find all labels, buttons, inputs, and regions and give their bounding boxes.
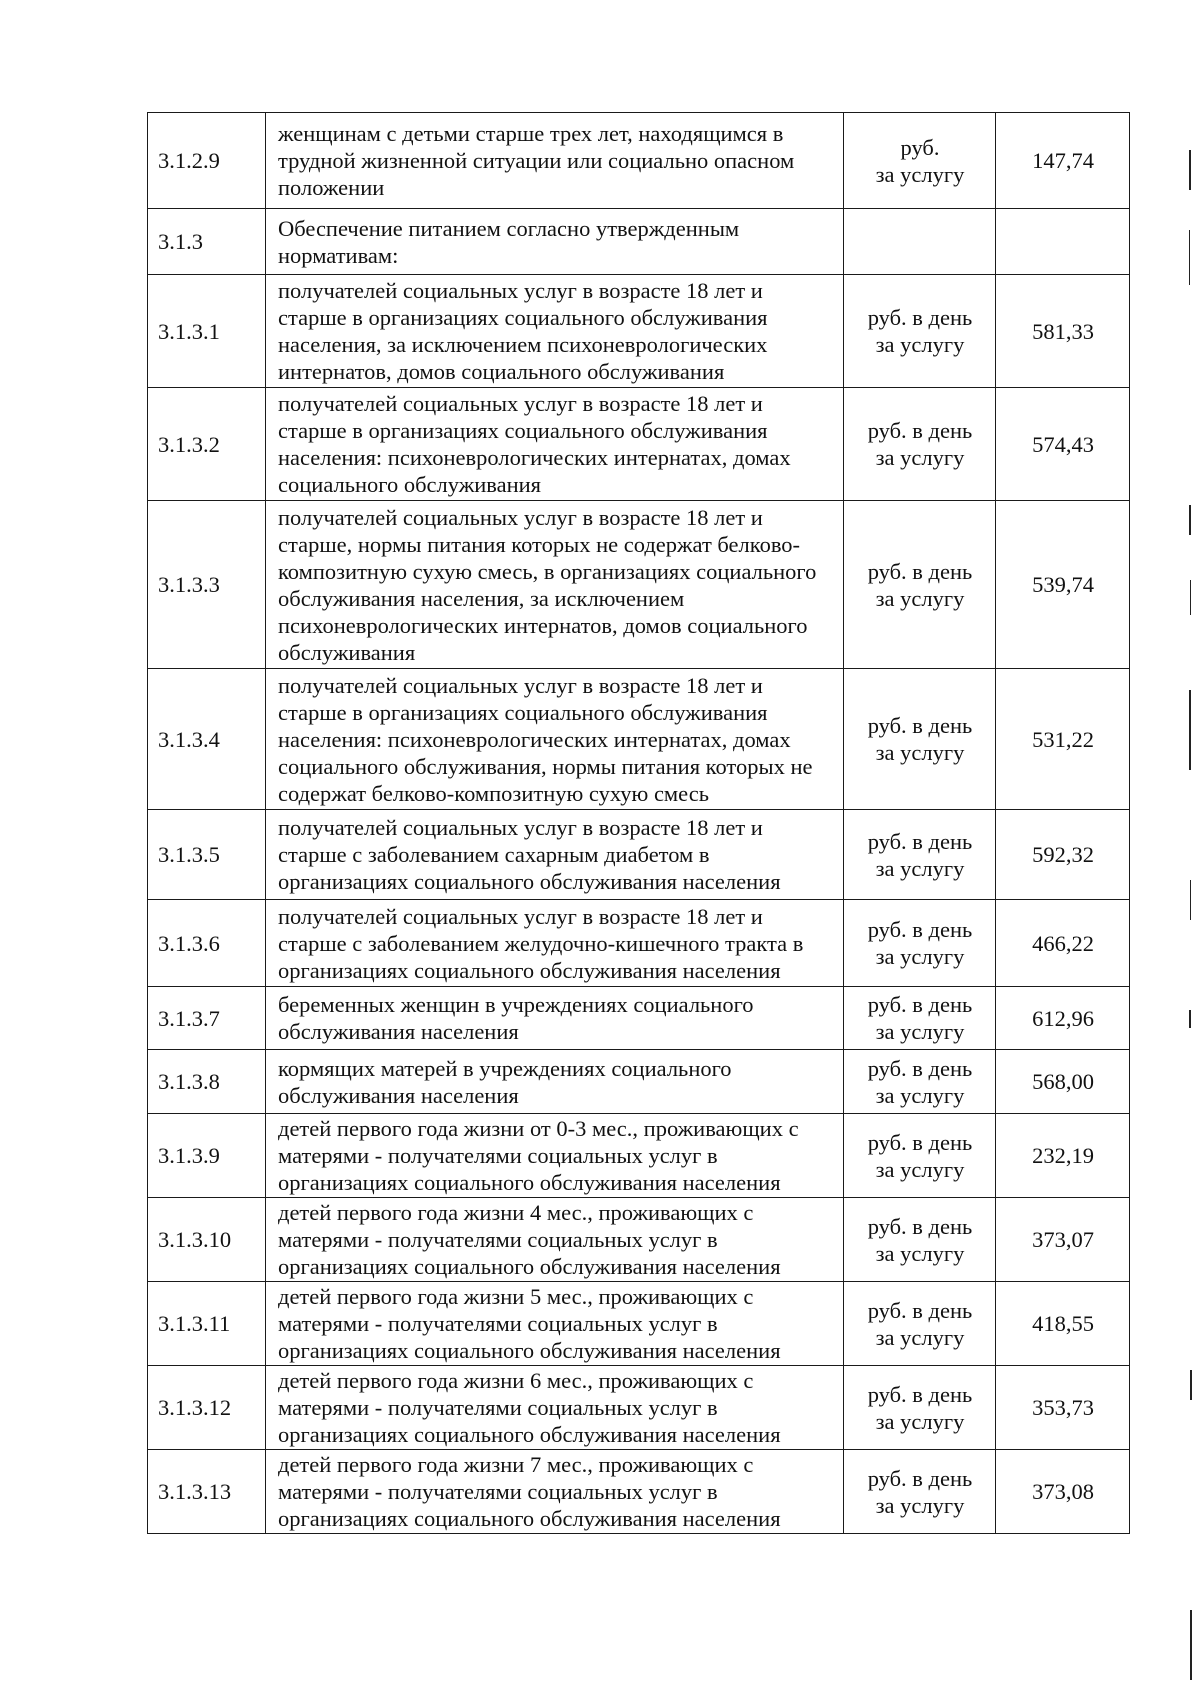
scan-edge-mark bbox=[1189, 230, 1190, 285]
row-description: беременных женщин в учреждениях социального обслуживания населения bbox=[266, 987, 844, 1050]
table-row bbox=[148, 1114, 1130, 1198]
row-price: 612,96 bbox=[996, 987, 1130, 1050]
row-unit-line1: руб. в день bbox=[867, 992, 973, 1017]
row-unit bbox=[844, 1450, 996, 1534]
row-unit bbox=[844, 1282, 996, 1366]
row-price: 568,00 bbox=[996, 1050, 1130, 1114]
row-unit bbox=[844, 1050, 996, 1114]
row-unit-line1: руб. в день bbox=[867, 1297, 973, 1323]
row-unit bbox=[844, 987, 996, 1050]
scan-edge-mark bbox=[1189, 690, 1191, 770]
table-row bbox=[148, 810, 1130, 900]
row-code: 3.1.3.8 bbox=[148, 1050, 266, 1114]
row-description: детей первого года жизни 7 мес., проживающих с матерями - получателями социальных услуг в организациях социального обслуживания населения bbox=[266, 1450, 844, 1534]
row-code: 3.1.3.10 bbox=[148, 1198, 266, 1282]
row-unit-line1: руб. в день bbox=[867, 1381, 973, 1407]
row-unit-line1: руб. в день bbox=[867, 828, 973, 854]
row-description: получателей социальных услуг в возрасте 18 лет и старше в организациях социального обслуживания населения: психоневрологических интернатах, домах социального обслуживания bbox=[266, 388, 844, 501]
row-unit-line2: за услугу bbox=[875, 740, 965, 765]
row-unit-line1: руб. в день bbox=[867, 305, 973, 330]
row-description: получателей социальных услуг в возрасте 18 лет и старше, нормы питания которых не содержат белково-композитную сухую смесь, в организациях социального обслуживания населения, за исключением психоневрологических интернатов, домов социального обслуживания bbox=[266, 501, 844, 669]
row-unit-line1: руб. в день bbox=[867, 713, 973, 738]
row-description: детей первого года жизни от 0-3 мес., проживающих с матерями - получателями социальных услуг в организациях социального обслуживания населения bbox=[266, 1114, 844, 1198]
table-row bbox=[148, 275, 1130, 388]
row-code: 3.1.3.12 bbox=[148, 1366, 266, 1450]
row-description: получателей социальных услуг в возрасте 18 лет и старше с заболеванием желудочно-кишечного тракта в организациях социального обслуживания населения bbox=[266, 900, 844, 987]
row-price: 147,74 bbox=[996, 113, 1130, 209]
table-row bbox=[148, 113, 1130, 209]
row-unit bbox=[844, 209, 996, 275]
row-unit-line1: руб. в день bbox=[867, 1213, 973, 1239]
row-price: 373,08 bbox=[996, 1450, 1130, 1534]
row-code: 3.1.3.9 bbox=[148, 1114, 266, 1198]
row-unit-line2: за услугу bbox=[875, 445, 965, 470]
row-description: детей первого года жизни 6 мес., проживающих с матерями - получателями социальных услуг в организациях социального обслуживания населения bbox=[266, 1366, 844, 1450]
table-row bbox=[148, 1282, 1130, 1366]
row-unit-line1: руб. в день bbox=[867, 1129, 973, 1155]
row-unit bbox=[844, 1114, 996, 1198]
row-price: 466,22 bbox=[996, 900, 1130, 987]
row-unit-line2: за услугу bbox=[875, 1082, 965, 1108]
row-unit-line2: за услугу bbox=[875, 1019, 965, 1044]
row-price: 581,33 bbox=[996, 275, 1130, 388]
row-code: 3.1.3.4 bbox=[148, 669, 266, 810]
tariff-table bbox=[147, 112, 1130, 1534]
row-price: 592,32 bbox=[996, 810, 1130, 900]
tariff-table-body bbox=[148, 113, 1130, 1534]
scan-edge-mark bbox=[1190, 1370, 1192, 1400]
scan-edge-mark bbox=[1190, 580, 1191, 615]
row-unit bbox=[844, 501, 996, 669]
row-description: получателей социальных услуг в возрасте 18 лет и старше в организациях социального обслуживания населения, за исключением психоневрологических интернатов, домов социального обслуживания bbox=[266, 275, 844, 388]
row-description: детей первого года жизни 5 мес., проживающих с матерями - получателями социальных услуг в организациях социального обслуживания населения bbox=[266, 1282, 844, 1366]
row-unit bbox=[844, 113, 996, 209]
row-unit-line1: руб. в день bbox=[867, 917, 973, 942]
row-price: 373,07 bbox=[996, 1198, 1130, 1282]
row-unit bbox=[844, 1366, 996, 1450]
row-unit-line2: за услугу bbox=[875, 1492, 965, 1518]
table-row bbox=[148, 669, 1130, 810]
table-row bbox=[148, 501, 1130, 669]
row-price: 353,73 bbox=[996, 1366, 1130, 1450]
scan-edge-mark bbox=[1190, 1610, 1192, 1680]
row-unit-line1: руб. в день bbox=[867, 1465, 973, 1491]
row-unit-line2: за услугу bbox=[875, 1408, 965, 1434]
table-row bbox=[148, 1450, 1130, 1534]
row-unit bbox=[844, 388, 996, 501]
table-row bbox=[148, 1366, 1130, 1450]
row-price: 418,55 bbox=[996, 1282, 1130, 1366]
row-description: детей первого года жизни 4 мес., проживающих с матерями - получателями социальных услуг в организациях социального обслуживания населения bbox=[266, 1198, 844, 1282]
row-unit-line2: за услугу bbox=[875, 161, 965, 187]
row-unit bbox=[844, 275, 996, 388]
row-price: 232,19 bbox=[996, 1114, 1130, 1198]
table-row bbox=[148, 900, 1130, 987]
row-code: 3.1.3.3 bbox=[148, 501, 266, 669]
row-code: 3.1.3.5 bbox=[148, 810, 266, 900]
table-row bbox=[148, 209, 1130, 275]
row-unit-line2: за услугу bbox=[875, 1240, 965, 1266]
row-unit-line2: за услугу bbox=[875, 585, 965, 611]
row-unit-line1: руб. bbox=[900, 134, 940, 160]
scan-edge-mark bbox=[1189, 150, 1191, 190]
row-price bbox=[996, 209, 1130, 275]
table-row bbox=[148, 1198, 1130, 1282]
row-code: 3.1.3.6 bbox=[148, 900, 266, 987]
row-description: получателей социальных услуг в возрасте 18 лет и старше с заболеванием сахарным диабетом в организациях социального обслуживания населения bbox=[266, 810, 844, 900]
row-unit-line1: руб. в день bbox=[867, 558, 973, 584]
table-row bbox=[148, 1050, 1130, 1114]
row-unit-line1: руб. в день bbox=[867, 418, 973, 443]
scan-edge-mark bbox=[1189, 505, 1191, 535]
row-code: 3.1.3.1 bbox=[148, 275, 266, 388]
row-unit-line2: за услугу bbox=[875, 855, 965, 881]
row-description: кормящих матерей в учреждениях социального обслуживания населения bbox=[266, 1050, 844, 1114]
row-unit-line2: за услугу bbox=[875, 332, 965, 357]
row-code: 3.1.2.9 bbox=[148, 113, 266, 209]
table-row bbox=[148, 388, 1130, 501]
row-code: 3.1.3.11 bbox=[148, 1282, 266, 1366]
scan-edge-mark bbox=[1190, 880, 1191, 920]
scan-edge-mark bbox=[1189, 1010, 1191, 1028]
row-description: женщинам с детьми старше трех лет, находящимся в трудной жизненной ситуации или социально опасном положении bbox=[266, 113, 844, 209]
row-unit bbox=[844, 669, 996, 810]
row-code: 3.1.3.2 bbox=[148, 388, 266, 501]
table-row bbox=[148, 987, 1130, 1050]
row-unit bbox=[844, 900, 996, 987]
row-price: 539,74 bbox=[996, 501, 1130, 669]
row-unit-line2: за услугу bbox=[875, 1324, 965, 1350]
row-unit bbox=[844, 810, 996, 900]
row-price: 574,43 bbox=[996, 388, 1130, 501]
row-code: 3.1.3.7 bbox=[148, 987, 266, 1050]
row-unit-line2: за услугу bbox=[875, 944, 965, 969]
row-code: 3.1.3.13 bbox=[148, 1450, 266, 1534]
row-unit-line2: за услугу bbox=[875, 1156, 965, 1182]
row-unit bbox=[844, 1198, 996, 1282]
row-unit-line1: руб. в день bbox=[867, 1055, 973, 1081]
row-code: 3.1.3 bbox=[148, 209, 266, 275]
row-description: получателей социальных услуг в возрасте 18 лет и старше в организациях социального обслуживания населения: психоневрологических интернатах, домах социального обслуживания, нормы питания которых не содержат белково-композитную сухую смесь bbox=[266, 669, 844, 810]
row-description: Обеспечение питанием согласно утвержденным нормативам: bbox=[266, 209, 844, 275]
row-price: 531,22 bbox=[996, 669, 1130, 810]
